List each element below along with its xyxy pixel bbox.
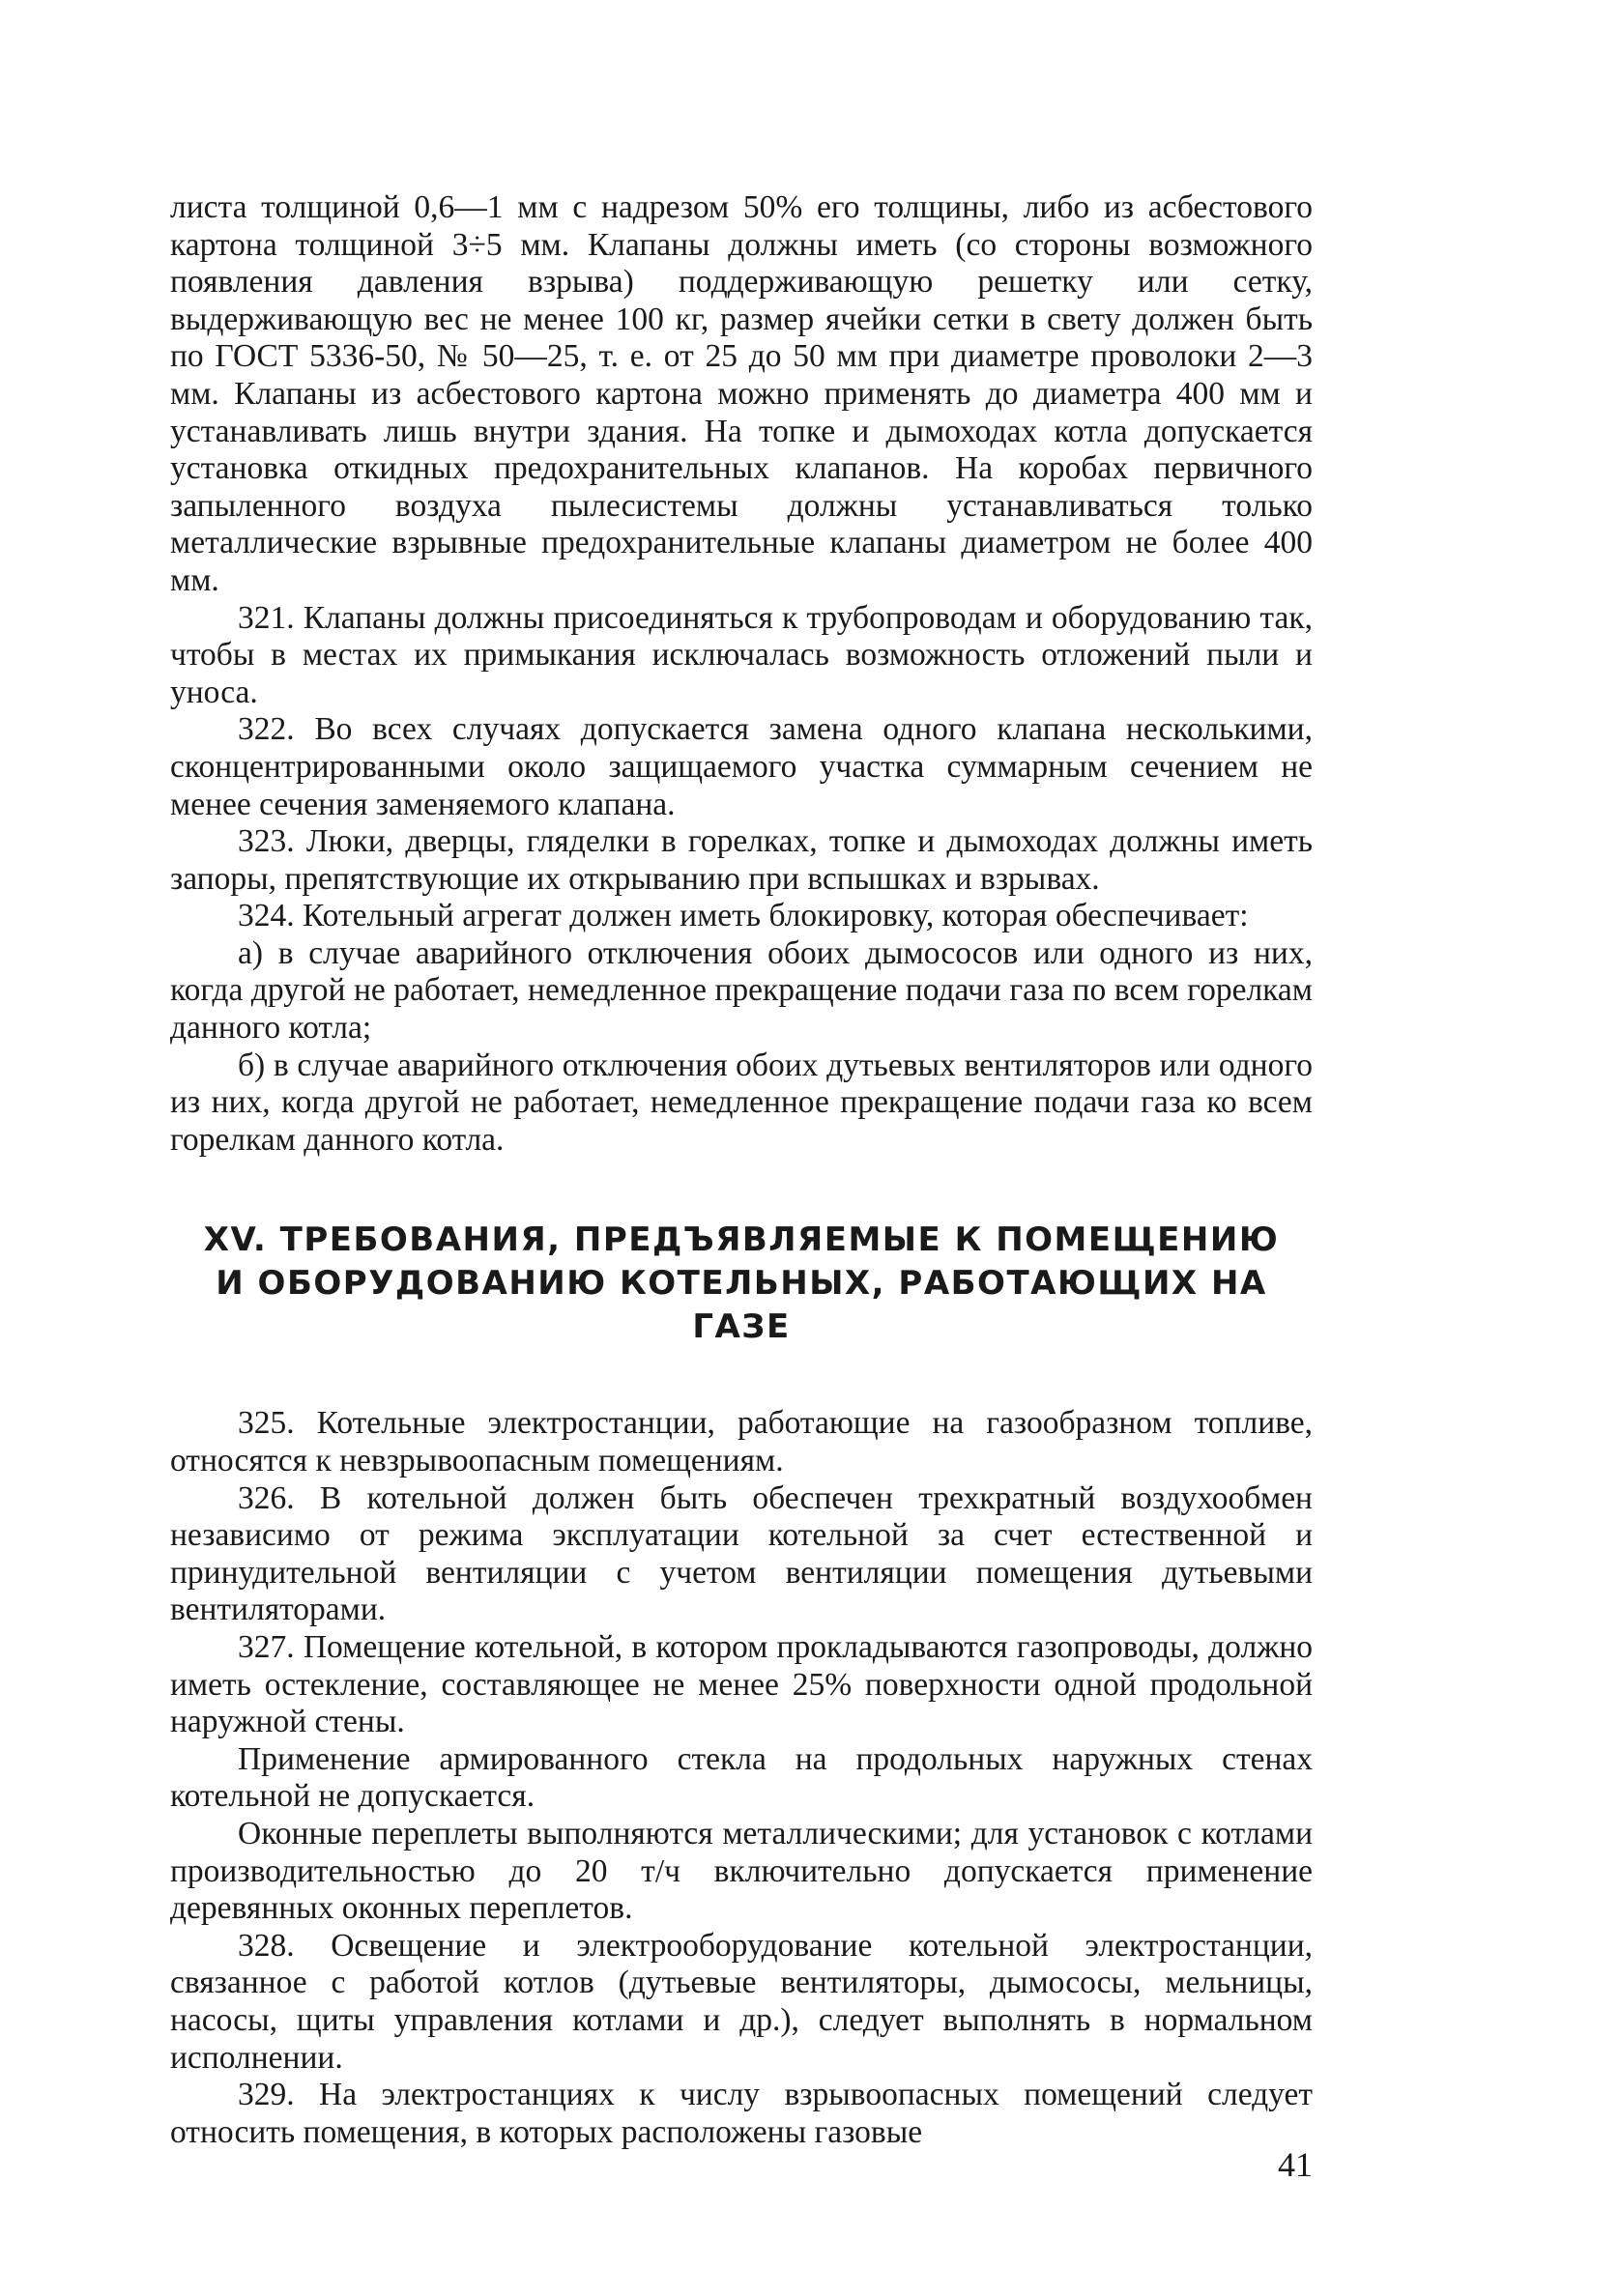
paragraph-327-frames: Оконные переплеты выполняются металлическими; для установок с котлами производительностью до 20 т/ч включительно допускается применение деревянных оконных переплетов. [170, 1815, 1313, 1927]
body-text [170, 189, 1313, 2151]
paragraph-324: 324. Котельный агрегат должен иметь блокировку, которая обеспечивает: [238, 898, 1249, 934]
paragraph-326: 326. В котельной должен быть обеспечен трехкратный воздухообмен независимо от режима эксплуатации котельной за счет естественной и принудительной вентиляции с учетом вентиляции помещения дутьевыми вентиляторами. [170, 1479, 1313, 1628]
paragraph-327: 327. Помещение котельной, в котором прокладываются газопроводы, должно иметь остекление, составляющее не менее 25% поверхности одной продольной наружной стены. [170, 1629, 1313, 1740]
paragraph-324-a: а) в случае аварийного отключения обоих дымососов или одного из них, когда другой не работает, немедленное прекращение подачи газа по всем горелкам данного котла; [170, 934, 1313, 1047]
paragraph-327-glass: Применение армированного стекла на продольных наружных стенах котельной не допускается. [170, 1740, 1313, 1815]
paragraph-323: 323. Люки, дверцы, гляделки в горелках, топке и дымоходах должны иметь запоры, препятствующие их открыванию при вспышках и взрывах. [170, 823, 1313, 897]
paragraph: листа толщиной 0,6—1 мм с надрезом 50% его толщины, либо из асбестового картона толщиной 3÷5 мм. Клапаны должны иметь (со стороны возможного появления давления взрыва) поддерживающую решетку или сетку, выдерживающую вес не менее 100 кг, размер ячейки сетки в свету должен быть по ГОСТ 5336-50, № 50—25, т. е. от 25 до 50 мм при диаметре проволоки 2—3 мм. Клапаны из асбестового картона можно применять до диаметра 400 мм и устанавливать лишь внутри здания. На топке и дымоходах котла допускается установка откидных предохранительных клапанов. На коробах первичного запыленного воздуха пылесистемы должны устанавливаться только металлические взрывные предохранительные клапаны диаметром не более 400 мм. [170, 189, 1313, 598]
section-heading [170, 1219, 1313, 1349]
section-heading-line-1: XV. ТРЕБОВАНИЯ, ПРЕДЪЯВЛЯЕМЫЕ К ПОМЕЩЕНИЮ [203, 1220, 1280, 1260]
paragraph-322: 322. Во всех случаях допускается замена одного клапана несколькими, сконцентрированными около защищаемого участка суммарным сечением не менее сечения заменяемого клапана. [170, 711, 1313, 822]
paragraph-329: 329. На электростанциях к числу взрывоопасных помещений следует относить помещения, в которых расположены газовые [170, 2077, 1313, 2150]
paragraph-321: 321. Клапаны должны присоединяться к трубопроводам и оборудованию так, чтобы в местах их примыкания исключалась возможность отложений пыли и уноса. [170, 599, 1313, 710]
page-number: 41 [1278, 2145, 1313, 2184]
paragraph-324-b: б) в случае аварийного отключения обоих дутьевых вентиляторов или одного из них, когда другой не работает, немедленное прекращение подачи газа ко всем горелкам данного котла. [170, 1047, 1313, 1158]
paragraph-328: 328. Освещение и электрооборудование котельной электростанции, связанное с работой котлов (дутьевые вентиляторы, дымососы, мельницы, насосы, щиты управления котлами и др.), следует выполнять в нормальном исполнении. [170, 1927, 1313, 2076]
paragraph-325: 325. Котельные электростанции, работающие на газообразном топливе, относятся к невзрывоопасным помещениям. [170, 1405, 1313, 1479]
section-heading-line-2: И ОБОРУДОВАНИЮ КОТЕЛЬНЫХ, РАБОТАЮЩИХ НА ГАЗЕ [216, 1264, 1267, 1347]
